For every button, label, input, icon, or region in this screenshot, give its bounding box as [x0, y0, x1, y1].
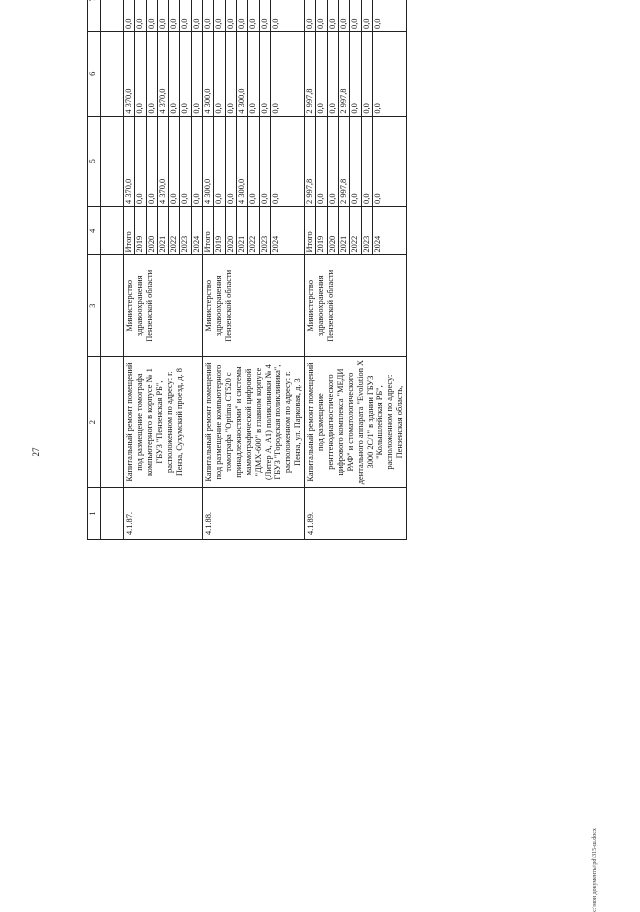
amount-value: 0,0	[124, 18, 133, 29]
amount-value: 0,0	[203, 18, 213, 29]
table-body	[88, 0, 407, 540]
cell	[101, 488, 124, 540]
cell	[101, 255, 124, 357]
amount-value: 0,0	[169, 117, 180, 206]
year-label: 2021	[236, 207, 247, 255]
year-label: 2022	[248, 207, 259, 255]
amount-value: 4 300,0	[236, 117, 247, 206]
activity-name: Капитальный ремонт помещений под размещение компьютерного томографа "Optima CT520 с принадлежностями" и системы маммографической цифровой "ДМХ-600" в главном корпусе (Литер А, А1) поликлиники № 4 ГБУЗ "Городская поликлиника", расположенном по адресу: г. Пенза, ул. Парковая, д. 3	[203, 357, 305, 488]
row-number: 4.1.88.	[203, 488, 305, 540]
cell	[101, 357, 124, 488]
amount-value: 0,0	[146, 117, 157, 206]
amount-value: 0,0	[146, 0, 157, 31]
table-row	[203, 0, 305, 540]
amount-cell-c6	[124, 31, 203, 116]
amount-value: 2 997,8	[305, 178, 315, 204]
amount-value: 0,0	[327, 0, 338, 31]
amount-value: 0,0	[361, 117, 372, 206]
row-number: 4.1.87.	[124, 488, 203, 540]
column-number: 2	[88, 357, 101, 488]
amount-cell-c7	[124, 0, 203, 31]
amount-value: 0,0	[316, 117, 327, 206]
amount-value: 0,0	[225, 117, 236, 206]
amount-cell-c6	[203, 31, 305, 116]
executor: Министерство здравоохранения Пензенской области	[124, 255, 203, 357]
amount-value: 0,0	[270, 0, 281, 31]
table-container	[87, 17, 610, 884]
year-label: 2022	[350, 207, 361, 255]
amount-value: 0,0	[316, 32, 327, 116]
amount-value: 0,0	[157, 0, 168, 31]
year-label: Итого	[305, 231, 315, 253]
page-number: 27	[31, 447, 41, 457]
year-label: 2019	[214, 207, 225, 255]
amount-value: 0,0	[305, 18, 315, 29]
amount-value: 0,0	[225, 0, 236, 31]
amount-value: 0,0	[225, 32, 236, 116]
year-label: 2024	[372, 207, 383, 255]
amount-value: 4 300,0	[203, 178, 213, 204]
year-label: 2020	[225, 207, 236, 255]
file-path-footer: c:\мои документы\pd\315-ш.docx	[592, 828, 598, 912]
amount-value: 4 370,0	[157, 117, 168, 206]
column-number: 3	[88, 255, 101, 357]
amount-value: 0,0	[248, 117, 259, 206]
amount-cell-c6	[305, 31, 407, 116]
cell	[101, 116, 124, 206]
amount-value: 0,0	[259, 117, 270, 206]
amount-value: 2 997,8	[305, 88, 315, 114]
year-label: 2020	[327, 207, 338, 255]
year-label: 2023	[361, 207, 372, 255]
amount-value: 0,0	[146, 32, 157, 116]
amount-value: 0,0	[350, 0, 361, 31]
year-label: 2024	[270, 207, 281, 255]
cell	[101, 206, 124, 255]
amount-value: 0,0	[270, 32, 281, 116]
amount-value: 0,0	[214, 117, 225, 206]
year-label: 2023	[180, 207, 191, 255]
year-label: 2021	[339, 207, 350, 255]
amount-value: 0,0	[350, 117, 361, 206]
amount-value: 0,0	[270, 117, 281, 206]
amount-value: 0,0	[135, 117, 146, 206]
column-numbers-row	[88, 0, 101, 540]
table-row	[305, 0, 407, 540]
year-label: 2024	[191, 207, 202, 255]
year-label: 2023	[259, 207, 270, 255]
amount-value: 0,0	[191, 32, 202, 116]
amount-value: 0,0	[316, 0, 327, 31]
amount-cell-c5	[124, 116, 203, 206]
column-number: 6	[88, 31, 101, 116]
years-cell	[203, 206, 305, 255]
amount-value: 0,0	[339, 0, 350, 31]
program-table	[87, 0, 407, 540]
executor: Министерство здравоохранения Пензенской области	[305, 255, 407, 357]
amount-cell-c5	[305, 116, 407, 206]
amount-value: 0,0	[236, 0, 247, 31]
year-label: 2021	[157, 207, 168, 255]
amount-value: 0,0	[180, 32, 191, 116]
amount-value: 0,0	[327, 117, 338, 206]
amount-value: 0,0	[372, 32, 383, 116]
amount-value: 2 997,8	[339, 32, 350, 116]
amount-value: 4 300,0	[203, 88, 213, 114]
amount-value: 0,0	[350, 32, 361, 116]
amount-value: 0,0	[180, 117, 191, 206]
year-label: 2019	[316, 207, 327, 255]
year-label: Итого	[203, 231, 213, 253]
column-number: 5	[88, 116, 101, 206]
year-label: 2019	[135, 207, 146, 255]
amount-value: 4 370,0	[124, 178, 133, 204]
amount-value: 0,0	[372, 117, 383, 206]
amount-value: 0,0	[214, 0, 225, 31]
amount-value: 4 370,0	[124, 88, 133, 114]
activity-name: Капитальный ремонт помещений под размещение томографа компьютерного в корпусе № 1 ГБУЗ "Пензенская РБ", расположенном по адресу: г. Пенза, Сухумский проезд, д. 8	[124, 357, 203, 488]
amount-value: 0,0	[361, 32, 372, 116]
year-label: 2020	[146, 207, 157, 255]
amount-value: 0,0	[169, 32, 180, 116]
amount-value: 0,0	[327, 32, 338, 116]
amount-value: 0,0	[214, 32, 225, 116]
amount-value: 0,0	[361, 0, 372, 31]
amount-value: 4 300,0	[236, 32, 247, 116]
amount-value: 0,0	[372, 0, 383, 31]
executor: Министерство здравоохранения Пензенской области	[203, 255, 305, 357]
year-label: Итого	[124, 231, 133, 253]
column-number	[88, 0, 101, 31]
column-number: 4	[88, 206, 101, 255]
amount-value: 0,0	[259, 32, 270, 116]
row-number: 4.1.89.	[305, 488, 407, 540]
amount-cell-c7	[203, 0, 305, 31]
amount-value: 0,0	[259, 0, 270, 31]
amount-value: 0,0	[169, 0, 180, 31]
amount-value: 4 370,0	[157, 32, 168, 116]
years-cell	[305, 206, 407, 255]
years-cell	[124, 206, 203, 255]
year-label: 2022	[169, 207, 180, 255]
cell	[101, 31, 124, 116]
amount-value: 0,0	[180, 0, 191, 31]
amount-cell-c5	[203, 116, 305, 206]
continuation-row	[101, 0, 124, 540]
amount-value: 0,0	[191, 0, 202, 31]
amount-cell-c7	[305, 0, 407, 31]
table-row	[124, 0, 203, 540]
column-number: 1	[88, 488, 101, 540]
amount-value: 0,0	[248, 32, 259, 116]
amount-value: 2 997,8	[339, 117, 350, 206]
amount-value: 0,0	[135, 0, 146, 31]
amount-value: 0,0	[135, 32, 146, 116]
cell	[101, 0, 124, 31]
amount-value: 0,0	[248, 0, 259, 31]
amount-value: 0,0	[191, 117, 202, 206]
activity-name: Капитальный ремонт помещений под размещение рентгенодиагностического цифрового комплекса "МЕДИ РАФ" и стоматологического дентального аппарата "Evolution X 3000 2C/1" в здании ГБУЗ "Колышлейская РБ", расположенном по адресу: Пензенская область,	[305, 357, 407, 488]
